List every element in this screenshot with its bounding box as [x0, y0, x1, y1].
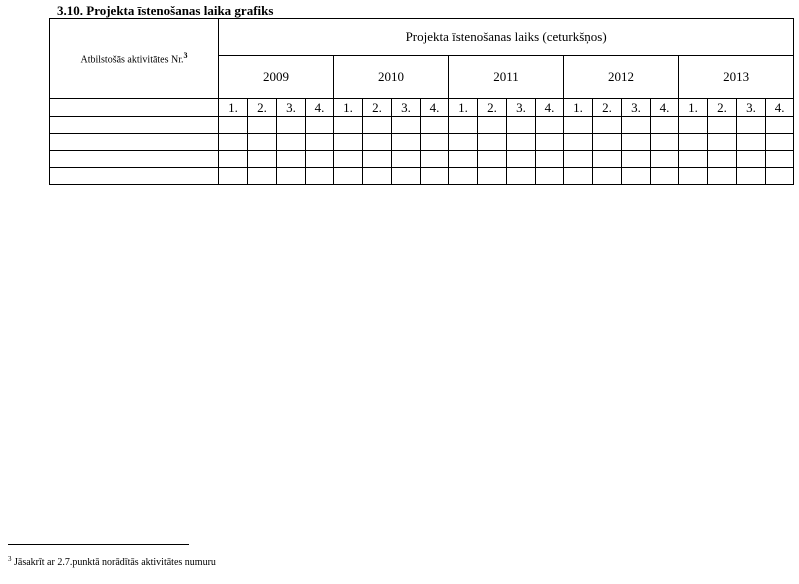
quarter-header: 4. — [651, 99, 679, 117]
schedule-cell[interactable] — [334, 117, 363, 134]
schedule-cell[interactable] — [622, 134, 651, 151]
table-row — [50, 168, 794, 185]
quarter-header: 4. — [306, 99, 334, 117]
schedule-cell[interactable] — [593, 168, 622, 185]
year-header: 2009 — [219, 56, 334, 99]
footnote-divider — [8, 544, 189, 545]
schedule-cell[interactable] — [277, 117, 306, 134]
schedule-table — [49, 18, 794, 185]
schedule-cell[interactable] — [737, 134, 766, 151]
quarter-header: 3. — [392, 99, 421, 117]
schedule-cell[interactable] — [421, 134, 449, 151]
schedule-cell[interactable] — [334, 134, 363, 151]
schedule-cell[interactable] — [651, 168, 679, 185]
activity-number-cell[interactable] — [50, 168, 219, 185]
schedule-cell[interactable] — [708, 168, 737, 185]
schedule-cell[interactable] — [536, 117, 564, 134]
schedule-cell[interactable] — [478, 117, 507, 134]
quarter-header: 2. — [478, 99, 507, 117]
schedule-cell[interactable] — [593, 134, 622, 151]
schedule-cell[interactable] — [248, 134, 277, 151]
schedule-cell[interactable] — [708, 134, 737, 151]
quarter-header: 4. — [421, 99, 449, 117]
schedule-cell[interactable] — [766, 168, 794, 185]
schedule-body — [50, 117, 794, 185]
year-header: 2012 — [564, 56, 679, 99]
schedule-cell[interactable] — [219, 168, 248, 185]
schedule-cell[interactable] — [449, 117, 478, 134]
implementation-period-header: Projekta īstenošanas laiks (ceturkšņos) — [219, 19, 794, 56]
schedule-cell[interactable] — [651, 117, 679, 134]
quarter-header: 1. — [334, 99, 363, 117]
table-row — [50, 134, 794, 151]
schedule-cell[interactable] — [622, 117, 651, 134]
schedule-cell[interactable] — [334, 151, 363, 168]
quarter-header: 1. — [679, 99, 708, 117]
activity-number-header-label: Atbilstošās aktivitātes Nr. — [80, 54, 184, 66]
schedule-cell[interactable] — [277, 151, 306, 168]
schedule-cell[interactable] — [219, 117, 248, 134]
year-header: 2013 — [679, 56, 794, 99]
schedule-cell[interactable] — [564, 117, 593, 134]
quarter-header: 2. — [363, 99, 392, 117]
schedule-cell[interactable] — [363, 117, 392, 134]
year-header: 2010 — [334, 56, 449, 99]
schedule-cell[interactable] — [363, 168, 392, 185]
activity-number-cell[interactable] — [50, 134, 219, 151]
quarters-row — [50, 99, 794, 117]
quarter-header: 1. — [219, 99, 248, 117]
schedule-cell[interactable] — [737, 168, 766, 185]
schedule-cell[interactable] — [392, 117, 421, 134]
schedule-cell[interactable] — [679, 117, 708, 134]
quarter-header: 2. — [248, 99, 277, 117]
quarter-header: 2. — [708, 99, 737, 117]
quarter-header: 1. — [564, 99, 593, 117]
schedule-cell[interactable] — [421, 168, 449, 185]
table-row — [50, 151, 794, 168]
schedule-cell[interactable] — [363, 151, 392, 168]
schedule-cell[interactable] — [536, 151, 564, 168]
table-row — [50, 117, 794, 134]
footnote — [8, 553, 216, 569]
schedule-cell[interactable] — [737, 151, 766, 168]
schedule-cell[interactable] — [766, 134, 794, 151]
schedule-cell[interactable] — [507, 151, 536, 168]
schedule-cell[interactable] — [679, 134, 708, 151]
schedule-cell[interactable] — [651, 151, 679, 168]
schedule-cell[interactable] — [421, 151, 449, 168]
schedule-cell[interactable] — [449, 168, 478, 185]
quarter-header: 2. — [593, 99, 622, 117]
schedule-cell[interactable] — [593, 151, 622, 168]
schedule-cell[interactable] — [277, 168, 306, 185]
schedule-cell[interactable] — [306, 134, 334, 151]
quarter-header: 1. — [449, 99, 478, 117]
schedule-cell[interactable] — [392, 151, 421, 168]
quarter-header: 4. — [766, 99, 794, 117]
activity-number-cell[interactable] — [50, 117, 219, 134]
activity-number-header — [50, 19, 219, 99]
schedule-cell[interactable] — [536, 134, 564, 151]
quarter-header: 4. — [536, 99, 564, 117]
schedule-cell[interactable] — [564, 134, 593, 151]
schedule-cell[interactable] — [363, 134, 392, 151]
schedule-cell[interactable] — [622, 151, 651, 168]
schedule-cell[interactable] — [392, 168, 421, 185]
schedule-cell[interactable] — [622, 168, 651, 185]
schedule-cell[interactable] — [708, 117, 737, 134]
section-title: 3.10. Projekta īstenošanas laika grafiks — [57, 3, 274, 18]
footnote-reference: 3 — [183, 51, 188, 61]
schedule-cell[interactable] — [248, 117, 277, 134]
schedule-cell[interactable] — [248, 168, 277, 185]
schedule-cell[interactable] — [536, 168, 564, 185]
schedule-cell[interactable] — [593, 117, 622, 134]
schedule-cell[interactable] — [392, 134, 421, 151]
schedule-cell[interactable] — [679, 151, 708, 168]
schedule-cell[interactable] — [708, 151, 737, 168]
schedule-cell[interactable] — [306, 117, 334, 134]
schedule-cell[interactable] — [478, 151, 507, 168]
schedule-cell[interactable] — [306, 168, 334, 185]
schedule-cell[interactable] — [478, 134, 507, 151]
schedule-cell[interactable] — [737, 117, 766, 134]
footnote-text: Jāsakrīt ar 2.7.punktā norādītās aktivitātes numuru — [14, 557, 216, 568]
schedule-cell[interactable] — [248, 151, 277, 168]
schedule-cell[interactable] — [507, 117, 536, 134]
schedule-cell[interactable] — [651, 134, 679, 151]
schedule-cell[interactable] — [507, 134, 536, 151]
quarter-header: 3. — [507, 99, 536, 117]
quarters-row-label-cell — [50, 99, 219, 117]
quarter-header: 3. — [737, 99, 766, 117]
schedule-cell[interactable] — [679, 168, 708, 185]
schedule-cell[interactable] — [564, 168, 593, 185]
schedule-cell[interactable] — [421, 117, 449, 134]
footnote-mark: 3 — [8, 555, 12, 563]
quarter-header: 3. — [277, 99, 306, 117]
schedule-cell[interactable] — [277, 134, 306, 151]
quarter-header: 3. — [622, 99, 651, 117]
schedule-cell[interactable] — [507, 168, 536, 185]
schedule-cell[interactable] — [766, 151, 794, 168]
schedule-cell[interactable] — [334, 168, 363, 185]
activity-number-cell[interactable] — [50, 151, 219, 168]
schedule-cell[interactable] — [564, 151, 593, 168]
schedule-cell[interactable] — [449, 151, 478, 168]
schedule-cell[interactable] — [449, 134, 478, 151]
schedule-cell[interactable] — [766, 117, 794, 134]
schedule-cell[interactable] — [219, 134, 248, 151]
schedule-cell[interactable] — [306, 151, 334, 168]
schedule-cell[interactable] — [478, 168, 507, 185]
schedule-cell[interactable] — [219, 151, 248, 168]
year-header: 2011 — [449, 56, 564, 99]
